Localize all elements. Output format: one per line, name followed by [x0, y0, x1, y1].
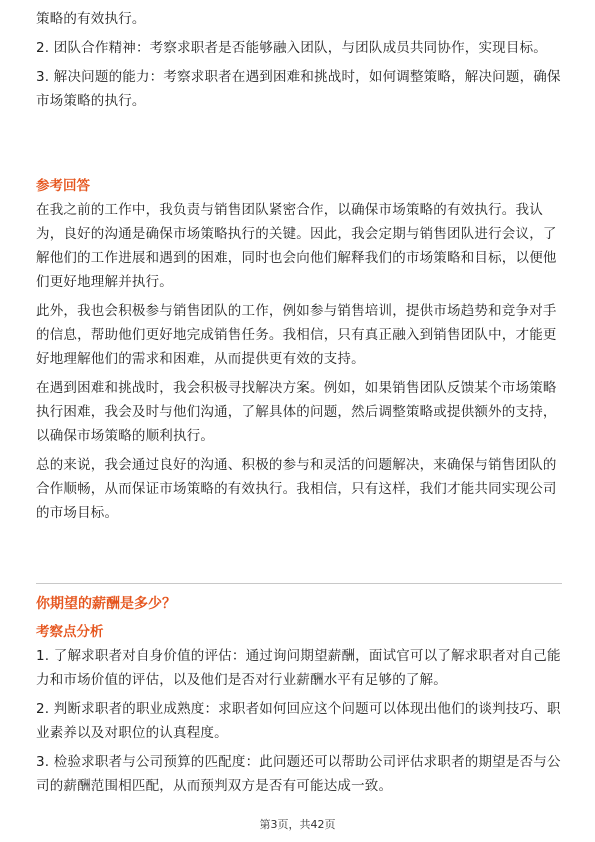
reference-answer-heading: 参考回答: [36, 178, 90, 194]
list-item: 3. 解决问题的能力：考察求职者在遇到困难和挑战时，如何调整策略，解决问题，确保市场策略的执行。: [36, 69, 561, 109]
analysis-heading: 考察点分析: [36, 624, 104, 640]
analysis-item: 1. 了解求职者对自身价值的评估：通过询问期望薪酬，面试官可以了解求职者对自己能力和市场价值的评估，以及他们是否对行业薪酬水平有足够的了解。: [36, 648, 561, 688]
reference-answer-section: [36, 174, 562, 530]
section-divider: [36, 583, 562, 584]
answer-paragraph: 此外，我也会积极参与销售团队的工作，例如参与销售培训，提供市场趋势和竞争对手的信息，帮助他们更好地完成销售任务。我相信，只有真正融入到销售团队中，才能更好地理解他们的需求和困难，从而提供更有效的支持。: [36, 303, 557, 367]
answer-paragraph: 总的来说，我会通过良好的沟通、积极的参与和灵活的问题解决，来确保与销售团队的合作顺畅，从而保证市场策略的有效执行。我相信，只有这样，我们才能共同实现公司的市场目标。: [36, 457, 557, 521]
page-number: 第3页，共42页: [259, 818, 336, 831]
analysis-item: 3. 检验求职者与公司预算的匹配度：此问题还可以帮助公司评估求职者的期望是否与公司的薪酬范围相匹配，从而预判双方是否有可能达成一致。: [36, 754, 561, 794]
question-title: 你期望的薪酬是多少？: [36, 596, 176, 612]
list-item: 2. 团队合作精神：考察求职者是否能够融入团队，与团队成员共同协作，实现目标。: [36, 40, 547, 56]
answer-paragraph: 在遇到困难和挑战时，我会积极寻找解决方案。例如，如果销售团队反馈某个市场策略执行困难，我会及时与他们沟通，了解具体的问题，然后调整策略或提供额外的支持，以确保市场策略的顺利执行。: [36, 380, 557, 444]
top-block: [36, 7, 562, 118]
analysis-item: 2. 判断求职者的职业成熟度：求职者如何回应这个问题可以体现出他们的谈判技巧、职业素养以及对职位的认真程度。: [36, 701, 561, 741]
continued-line: 策略的有效执行。: [36, 11, 146, 27]
answer-paragraph: 在我之前的工作中，我负责与销售团队紧密合作，以确保市场策略的有效执行。我认为，良好的沟通是确保市场策略执行的关键。因此，我会定期与销售团队进行会议，了解他们的工作进展和遇到的困难，同时也会向他们解释我们的市场策略和目标，以便他们更好地理解并执行。: [36, 202, 557, 290]
